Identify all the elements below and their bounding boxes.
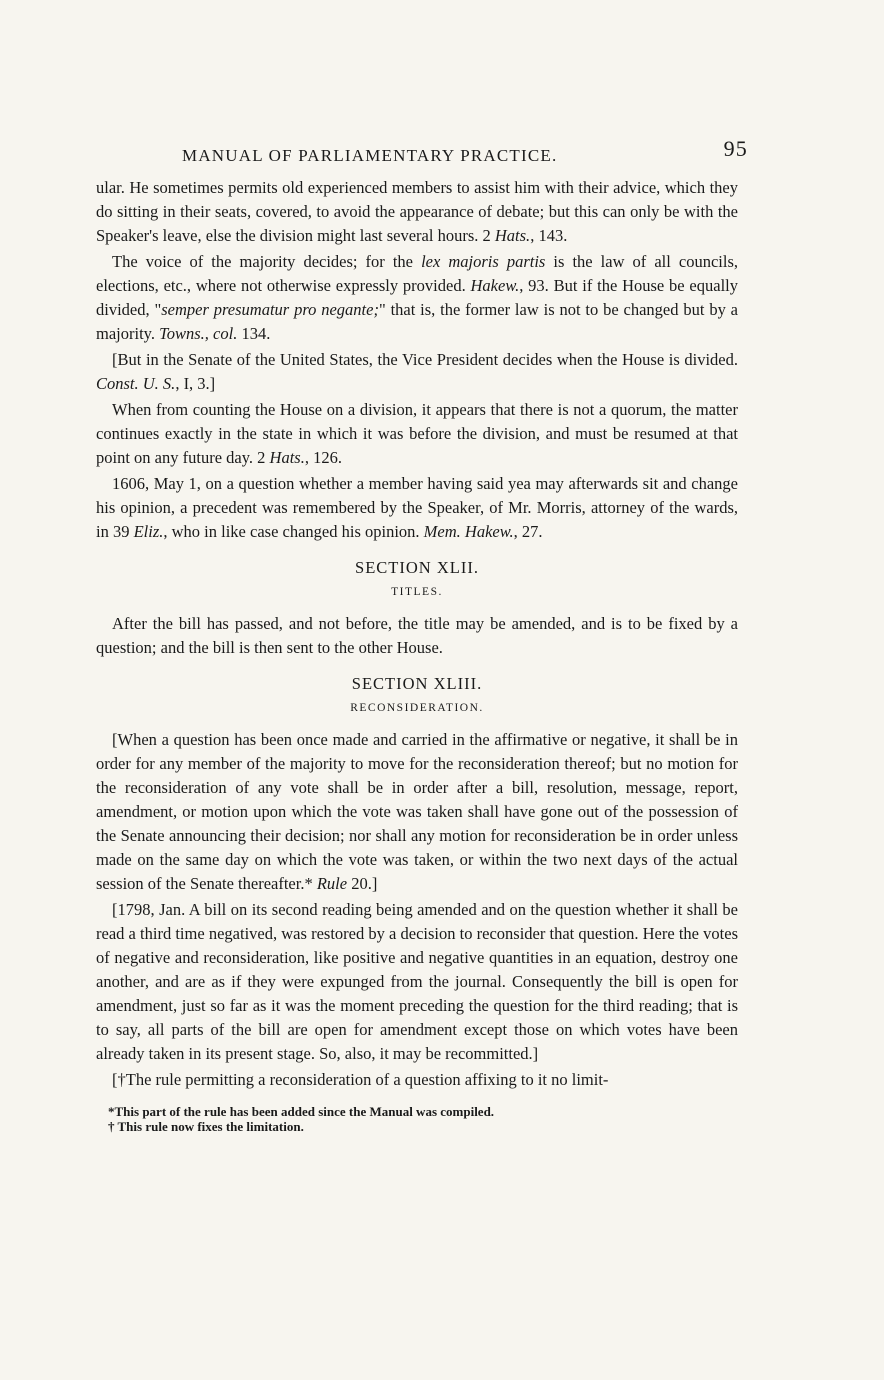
paragraph-reconsideration-rule — [96, 728, 738, 896]
page-number: 95 — [723, 136, 748, 161]
text-run: , 143. — [530, 226, 568, 245]
text-run: 20.] — [347, 874, 378, 893]
paragraph-vice-president — [96, 348, 738, 396]
text-run: [But in the Senate of the United States, the Vice President decides when the House is divided. — [112, 350, 738, 369]
latin-phrase: lex majoris partis — [421, 252, 546, 271]
footnote-dagger: † This rule now fixes the limitation. — [108, 1119, 304, 1134]
section-43-heading: SECTION XLIII. — [351, 674, 483, 693]
paragraph-reconsideration-limit: [†The rule permitting a reconsideration of a question affixing to it no limit- — [112, 1070, 609, 1089]
paragraph-titles: After the bill has passed, and not before, the title may be amended, and is to be fixed by a question; and the bill is then sent to the other House. — [96, 614, 738, 657]
text-run: When from counting the House on a division, it appears that there is not a quorum, the matter continues exactly in the state in which it was before the division, and must be resumed at that point on any future day. 2 — [96, 400, 738, 467]
paragraph-reconsideration-1798: [1798, Jan. A bill on its second reading being amended and on the question whether it shall be read a third time negatived, was restored by a decision to reconsider that question. Here the votes of negative and reconsideration, like positive and negative quantities in an equation, destroy one another, and are as if they were expunged from the journal. Consequently the bill is open for amendment, just so far as it was the moment preceding the question for the third reading; that is to say, all parts of the bill are open for amendment except those on which votes have been already taken in its present stage. So, also, it may be recommitted.] — [96, 900, 738, 1063]
text-run: ular. He sometimes permits old experienced members to assist him with their advice, which they do sitting in their seats, covered, to avoid the appearance of debate; but this can only be with the Speaker's leave, else the division might last several hours. 2 — [96, 178, 738, 245]
text-run: , 126. — [304, 448, 342, 467]
footnote-star: *This part of the rule has been added since the Manual was compiled. — [108, 1104, 495, 1119]
citation: Const. U. S. — [96, 374, 176, 393]
paragraph-precedent-1606 — [96, 472, 738, 544]
citation: Hats. — [269, 448, 305, 467]
running-title: MANUAL OF PARLIAMENTARY PRACTICE. — [182, 146, 558, 165]
footnotes — [96, 1104, 738, 1134]
section-43-subtitle: RECONSIDERATION. — [350, 702, 484, 714]
text-run: , 27. — [513, 522, 543, 541]
citation: Hats. — [494, 226, 531, 245]
latin-phrase: semper presumatur pro negante; — [161, 300, 379, 319]
citation: Rule — [316, 874, 348, 893]
text-run: 1606, May 1, on a question whether a member having said yea may afterwards sit and change his opinion, a precedent was remembered by the Speaker, of Mr. Morris, attorney of the wards, in 39 — [96, 474, 738, 541]
paragraph-majority-decides — [96, 250, 738, 346]
text-run: [When a question has been once made and carried in the affirmative or negative, it shall be in order for any member of the majority to move for the reconsideration thereof; but no motion for the reconsideration of any vote shall be in order after a bill, resolution, message, report, amendment, or motion upon which the vote was taken shall have gone out of the possession of the Senate announcing their decision; nor shall any motion for reconsideration be in order unless made on the same day on which the vote was taken, or within the two next days of the actual session of the Senate thereafter.* — [96, 730, 738, 893]
text-run: is the law of all councils, elections, etc., where not otherwise expressly provided. — [96, 252, 738, 295]
text-run: , who in like case changed his opinion. — [163, 522, 424, 541]
citation: Hakew. — [470, 276, 520, 295]
paragraph-quorum — [96, 398, 738, 470]
text-run: The voice of the majority decides; for the — [112, 252, 422, 271]
paragraph-speaker-division — [96, 176, 738, 248]
citation: Towns., col. — [159, 324, 238, 343]
citation: Mem. Hakew. — [423, 522, 514, 541]
text-run: 134. — [237, 324, 271, 343]
text-run: , I, 3.] — [175, 374, 216, 393]
running-head — [96, 136, 748, 176]
text-run: , 93. But if the House be equally divided, " — [96, 276, 738, 319]
citation: Eliz. — [133, 522, 164, 541]
text-run: " that is, the former law is not to be changed but by a majority. — [96, 300, 738, 343]
section-42-heading: SECTION XLII. — [355, 558, 479, 577]
section-42-subtitle: TITLES. — [391, 586, 443, 598]
